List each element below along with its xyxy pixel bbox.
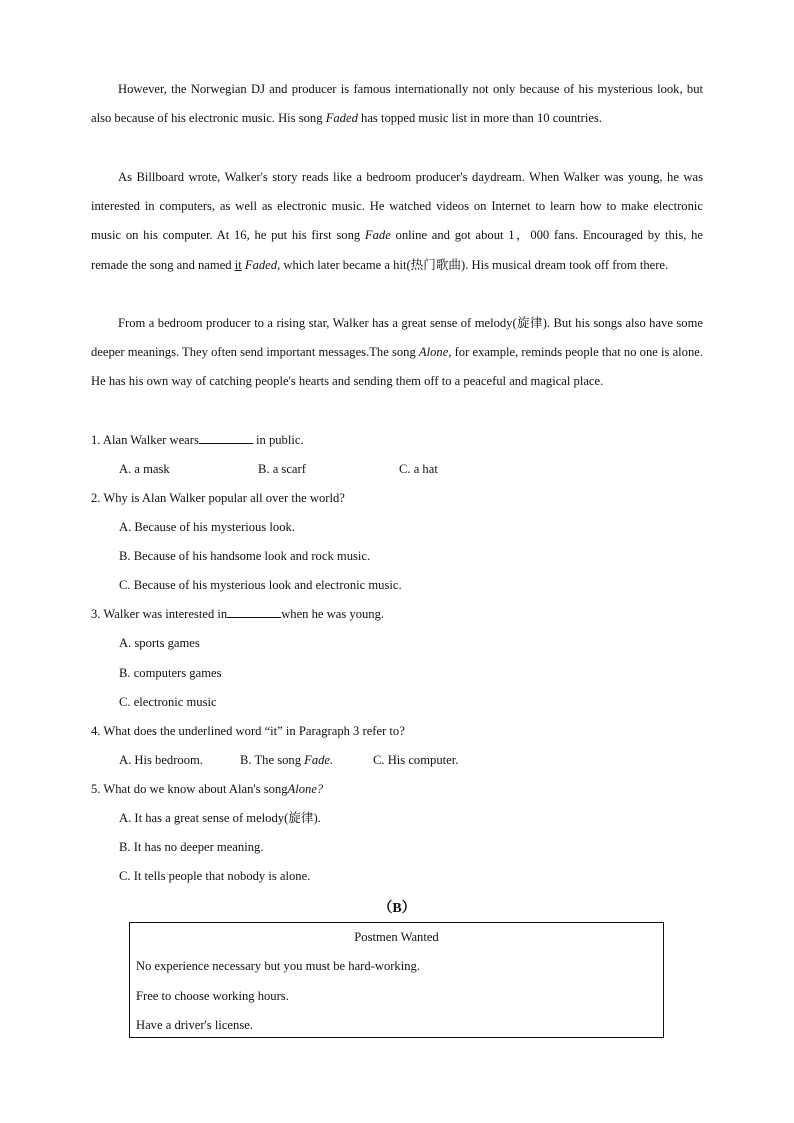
question-1-option-c: C. a hat — [399, 462, 438, 476]
question-stem: 5. What do we know about Alan's song — [91, 782, 288, 796]
ad-line: No experience necessary but you must be hard-working. — [136, 959, 420, 973]
question-4-option-b — [240, 751, 333, 769]
passage-paragraph-3 — [91, 309, 703, 397]
paragraph-text: online and got about 1，000 fans. Encouraged by this, he remade the song and named — [91, 228, 703, 272]
question-2-option-b: B. Because of his handsome look and rock music. — [119, 549, 371, 563]
question-5-option-b: B. It has no deeper meaning. — [119, 840, 264, 854]
question-2: 2. Why is Alan Walker popular all over the world? — [91, 491, 345, 505]
answer-blank — [227, 605, 281, 618]
question-5-option-c: C. It tells people that nobody is alone. — [119, 869, 311, 883]
song-title: Fade — [364, 228, 391, 243]
question-1-option-a: A. a mask — [119, 462, 170, 476]
song-title: Faded, — [244, 257, 281, 272]
question-5 — [91, 780, 323, 798]
question-4: 4. What does the underlined word “it” in Paragraph 3 refer to? — [91, 724, 405, 738]
answer-blank — [199, 431, 253, 444]
question-2-option-a: A. Because of his mysterious look. — [119, 520, 295, 534]
question-stem: 3. Walker was interested in — [91, 607, 228, 621]
song-title: Fade. — [304, 753, 334, 767]
paragraph-text: However, the Norwegian DJ and producer is famous internationally not only because of his mysterious look, but also because of his electronic music. His song — [91, 82, 703, 126]
question-4-option-c: C. His computer. — [373, 753, 459, 767]
question-4-option-a: A. His bedroom. — [119, 753, 203, 767]
song-title: Alone? — [287, 782, 324, 796]
job-ad-box — [129, 922, 664, 1038]
question-3 — [91, 605, 384, 623]
passage-paragraph-1 — [91, 75, 703, 133]
question-5-option-a: A. It has a great sense of melody(旋律). — [119, 811, 321, 825]
question-1-option-b: B. a scarf — [258, 462, 306, 476]
question-2-option-c: C. Because of his mysterious look and electronic music. — [119, 578, 402, 592]
question-stem: 1. Alan Walker wears — [91, 433, 199, 447]
question-3-option-c: C. electronic music — [119, 695, 217, 709]
ad-title: Postmen Wanted — [354, 930, 439, 944]
paragraph-text: has topped music list in more than 10 countries. — [357, 111, 603, 126]
ad-line: Free to choose working hours. — [136, 989, 289, 1003]
ad-line: Have a driver's license. — [136, 1018, 253, 1032]
option-text: B. The song — [240, 753, 305, 767]
passage-paragraph-2 — [91, 163, 703, 280]
question-1 — [91, 431, 304, 449]
question-3-option-b: B. computers games — [119, 666, 222, 680]
song-title: Alone, — [418, 345, 452, 360]
paragraph-text: for example, reminds people that no one is alone. He has his own way of catching people's hearts and sending them off to a peaceful and magical place. — [91, 345, 704, 389]
underlined-word: it — [234, 257, 242, 272]
section-heading: （B） — [378, 901, 416, 916]
question-3-option-a: A. sports games — [119, 636, 200, 650]
paragraph-text: As Billboard wrote, Walker's story reads like a bedroom producer's daydream. When Walker was young, he was interested in computers, as well as electronic music. He watched videos on Internet to learn how to make electronic music on his computer. At 16, he put his first song — [91, 170, 703, 243]
question-stem: when he was young. — [281, 607, 385, 621]
song-title: Faded — [325, 111, 358, 126]
paragraph-text: From a bedroom producer to a rising star, Walker has a great sense of melody(旋律). But his songs also have some deeper meanings. They often send important messages.The song — [91, 316, 703, 360]
paragraph-text: which later became a hit(热门歌曲). His musical dream took off from there. — [280, 257, 669, 272]
question-stem: in public. — [252, 433, 304, 447]
